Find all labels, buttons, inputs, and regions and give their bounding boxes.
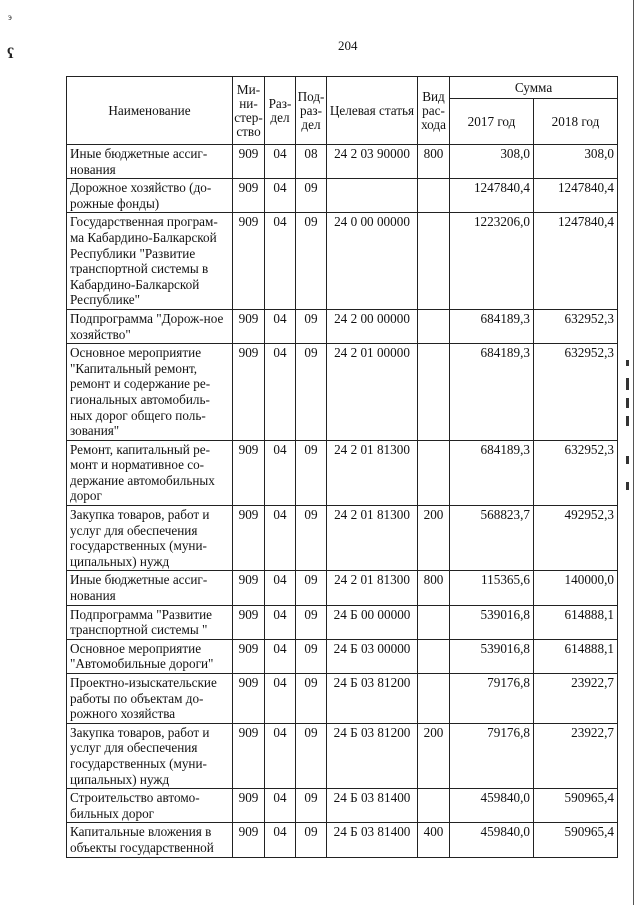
cell-expense-type	[418, 213, 450, 310]
header-sum: Сумма	[450, 77, 618, 99]
cell-subsection: 09	[296, 674, 327, 724]
cell-expense-type	[418, 674, 450, 724]
cell-subsection: 09	[296, 213, 327, 310]
cell-sum-2018: 590965,4	[534, 823, 618, 857]
cell-sum-2018: 23922,7	[534, 674, 618, 724]
cell-ministry: 909	[233, 823, 265, 857]
cell-target-article: 24 Б 03 00000	[327, 639, 418, 673]
cell-ministry: 909	[233, 344, 265, 441]
cell-name: Закупка товаров, работ и услуг для обеспечения государственных (муни-ципальных) нужд	[67, 723, 233, 788]
cell-ministry: 909	[233, 674, 265, 724]
cell-section: 04	[265, 571, 296, 605]
cell-section: 04	[265, 723, 296, 788]
table-row	[67, 605, 618, 639]
header-subsection: Под-раз-дел	[296, 77, 327, 145]
scan-edge-line	[633, 0, 634, 905]
cell-ministry: 909	[233, 179, 265, 213]
header-year-2018: 2018 год	[534, 99, 618, 145]
cell-name: Государственная програм-ма Кабардино-Балкарской Республики "Развитие транспортной системы в Кабардино-Балкарской Республике"	[67, 213, 233, 310]
cell-section: 04	[265, 309, 296, 343]
cell-section: 04	[265, 823, 296, 857]
table-row	[67, 639, 618, 673]
cell-sum-2018: 308,0	[534, 145, 618, 179]
cell-target-article: 24 Б 03 81200	[327, 674, 418, 724]
cell-section: 04	[265, 440, 296, 505]
cell-sum-2018: 23922,7	[534, 723, 618, 788]
cell-expense-type: 800	[418, 571, 450, 605]
cell-sum-2018: 632952,3	[534, 440, 618, 505]
table-row	[67, 674, 618, 724]
cell-name: Основное мероприятие "Капитальный ремонт, ремонт и содержание ре-гиональных автомобиль-ных дорог общего поль-зования"	[67, 344, 233, 441]
cell-ministry: 909	[233, 145, 265, 179]
table-row	[67, 440, 618, 505]
header-name: Наименование	[67, 77, 233, 145]
cell-expense-type	[418, 309, 450, 343]
cell-target-article: 24 0 00 00000	[327, 213, 418, 310]
cell-expense-type: 200	[418, 506, 450, 571]
scan-edge-mark	[626, 416, 629, 426]
page-number: 204	[338, 38, 358, 53]
cell-expense-type: 200	[418, 723, 450, 788]
cell-target-article: 24 2 01 00000	[327, 344, 418, 441]
table-row	[67, 344, 618, 441]
cell-sum-2018: 140000,0	[534, 571, 618, 605]
cell-subsection: 09	[296, 344, 327, 441]
cell-subsection: 09	[296, 789, 327, 823]
cell-subsection: 09	[296, 309, 327, 343]
cell-target-article: 24 2 01 81300	[327, 571, 418, 605]
cell-name: Ремонт, капитальный ре-монт и нормативное со-держание автомобильных дорог	[67, 440, 233, 505]
cell-sum-2018: 614888,1	[534, 605, 618, 639]
cell-subsection: 09	[296, 723, 327, 788]
cell-subsection: 09	[296, 571, 327, 605]
corner-mark-top: э	[8, 12, 12, 22]
table-row	[67, 723, 618, 788]
cell-target-article: 24 2 01 81300	[327, 506, 418, 571]
cell-sum-2017: 1247840,4	[450, 179, 534, 213]
header-expense-type: Вид рас-хода	[418, 77, 450, 145]
table-row	[67, 309, 618, 343]
cell-subsection: 09	[296, 639, 327, 673]
cell-target-article: 24 Б 03 81400	[327, 823, 418, 857]
cell-subsection: 09	[296, 179, 327, 213]
cell-ministry: 909	[233, 723, 265, 788]
cell-sum-2017: 539016,8	[450, 605, 534, 639]
cell-section: 04	[265, 344, 296, 441]
cell-section: 04	[265, 506, 296, 571]
cell-name: Основное мероприятие "Автомобильные дороги"	[67, 639, 233, 673]
cell-sum-2017: 684189,3	[450, 309, 534, 343]
cell-sum-2018: 632952,3	[534, 344, 618, 441]
cell-ministry: 909	[233, 605, 265, 639]
table-row	[67, 789, 618, 823]
table-row	[67, 823, 618, 857]
cell-sum-2017: 568823,7	[450, 506, 534, 571]
cell-expense-type	[418, 344, 450, 441]
header-target-article: Целевая статья	[327, 77, 418, 145]
table-row	[67, 506, 618, 571]
table-row	[67, 145, 618, 179]
cell-name: Капитальные вложения в объекты государственной	[67, 823, 233, 857]
header-section: Раз-дел	[265, 77, 296, 145]
cell-target-article: 24 2 00 00000	[327, 309, 418, 343]
cell-target-article: 24 Б 03 81200	[327, 723, 418, 788]
cell-ministry: 909	[233, 639, 265, 673]
cell-sum-2017: 1223206,0	[450, 213, 534, 310]
cell-ministry: 909	[233, 789, 265, 823]
corner-mark: ʕ	[7, 46, 14, 62]
cell-section: 04	[265, 179, 296, 213]
cell-expense-type	[418, 789, 450, 823]
cell-target-article: 24 2 01 81300	[327, 440, 418, 505]
cell-name: Иные бюджетные ассиг-нования	[67, 571, 233, 605]
cell-ministry: 909	[233, 213, 265, 310]
cell-ministry: 909	[233, 571, 265, 605]
table-row	[67, 571, 618, 605]
cell-expense-type	[418, 639, 450, 673]
cell-sum-2017: 308,0	[450, 145, 534, 179]
cell-target-article: 24 Б 03 81400	[327, 789, 418, 823]
cell-name: Дорожное хозяйство (до-рожные фонды)	[67, 179, 233, 213]
cell-sum-2017: 79176,8	[450, 723, 534, 788]
cell-target-article: 24 Б 00 00000	[327, 605, 418, 639]
cell-target-article: 24 2 03 90000	[327, 145, 418, 179]
cell-expense-type	[418, 440, 450, 505]
scan-edge-mark	[626, 398, 629, 408]
cell-sum-2017: 459840,0	[450, 789, 534, 823]
cell-ministry: 909	[233, 506, 265, 571]
cell-sum-2018: 590965,4	[534, 789, 618, 823]
scan-edge-mark	[626, 456, 629, 464]
cell-name: Закупка товаров, работ и услуг для обеспечения государственных (муни-ципальных) нужд	[67, 506, 233, 571]
cell-name: Проектно-изыскательские работы по объектам до-рожного хозяйства	[67, 674, 233, 724]
cell-name: Подпрограмма "Дорож-ное хозяйство"	[67, 309, 233, 343]
cell-name: Строительство автомо-бильных дорог	[67, 789, 233, 823]
table-row	[67, 179, 618, 213]
cell-sum-2017: 79176,8	[450, 674, 534, 724]
cell-target-article	[327, 179, 418, 213]
cell-section: 04	[265, 605, 296, 639]
scan-edge-mark	[626, 378, 629, 390]
cell-expense-type: 400	[418, 823, 450, 857]
cell-section: 04	[265, 213, 296, 310]
header-year-2017: 2017 год	[450, 99, 534, 145]
cell-sum-2018: 632952,3	[534, 309, 618, 343]
cell-sum-2017: 459840,0	[450, 823, 534, 857]
cell-sum-2018: 492952,3	[534, 506, 618, 571]
cell-subsection: 09	[296, 506, 327, 571]
cell-sum-2018: 614888,1	[534, 639, 618, 673]
cell-expense-type: 800	[418, 145, 450, 179]
cell-subsection: 09	[296, 440, 327, 505]
cell-ministry: 909	[233, 309, 265, 343]
cell-subsection: 08	[296, 145, 327, 179]
cell-sum-2017: 684189,3	[450, 440, 534, 505]
table-row	[67, 213, 618, 310]
cell-subsection: 09	[296, 605, 327, 639]
cell-sum-2017: 684189,3	[450, 344, 534, 441]
scan-edge-mark	[626, 360, 629, 366]
cell-section: 04	[265, 639, 296, 673]
cell-expense-type	[418, 605, 450, 639]
cell-expense-type	[418, 179, 450, 213]
cell-subsection: 09	[296, 823, 327, 857]
cell-sum-2017: 539016,8	[450, 639, 534, 673]
cell-sum-2018: 1247840,4	[534, 213, 618, 310]
header-ministry: Ми-ни-стер-ство	[233, 77, 265, 145]
cell-section: 04	[265, 145, 296, 179]
cell-name: Иные бюджетные ассиг-нования	[67, 145, 233, 179]
cell-name: Подпрограмма "Развитие транспортной системы "	[67, 605, 233, 639]
budget-table	[66, 76, 618, 858]
cell-section: 04	[265, 674, 296, 724]
cell-ministry: 909	[233, 440, 265, 505]
cell-section: 04	[265, 789, 296, 823]
cell-sum-2017: 115365,6	[450, 571, 534, 605]
cell-sum-2018: 1247840,4	[534, 179, 618, 213]
scan-edge-mark	[626, 482, 629, 490]
